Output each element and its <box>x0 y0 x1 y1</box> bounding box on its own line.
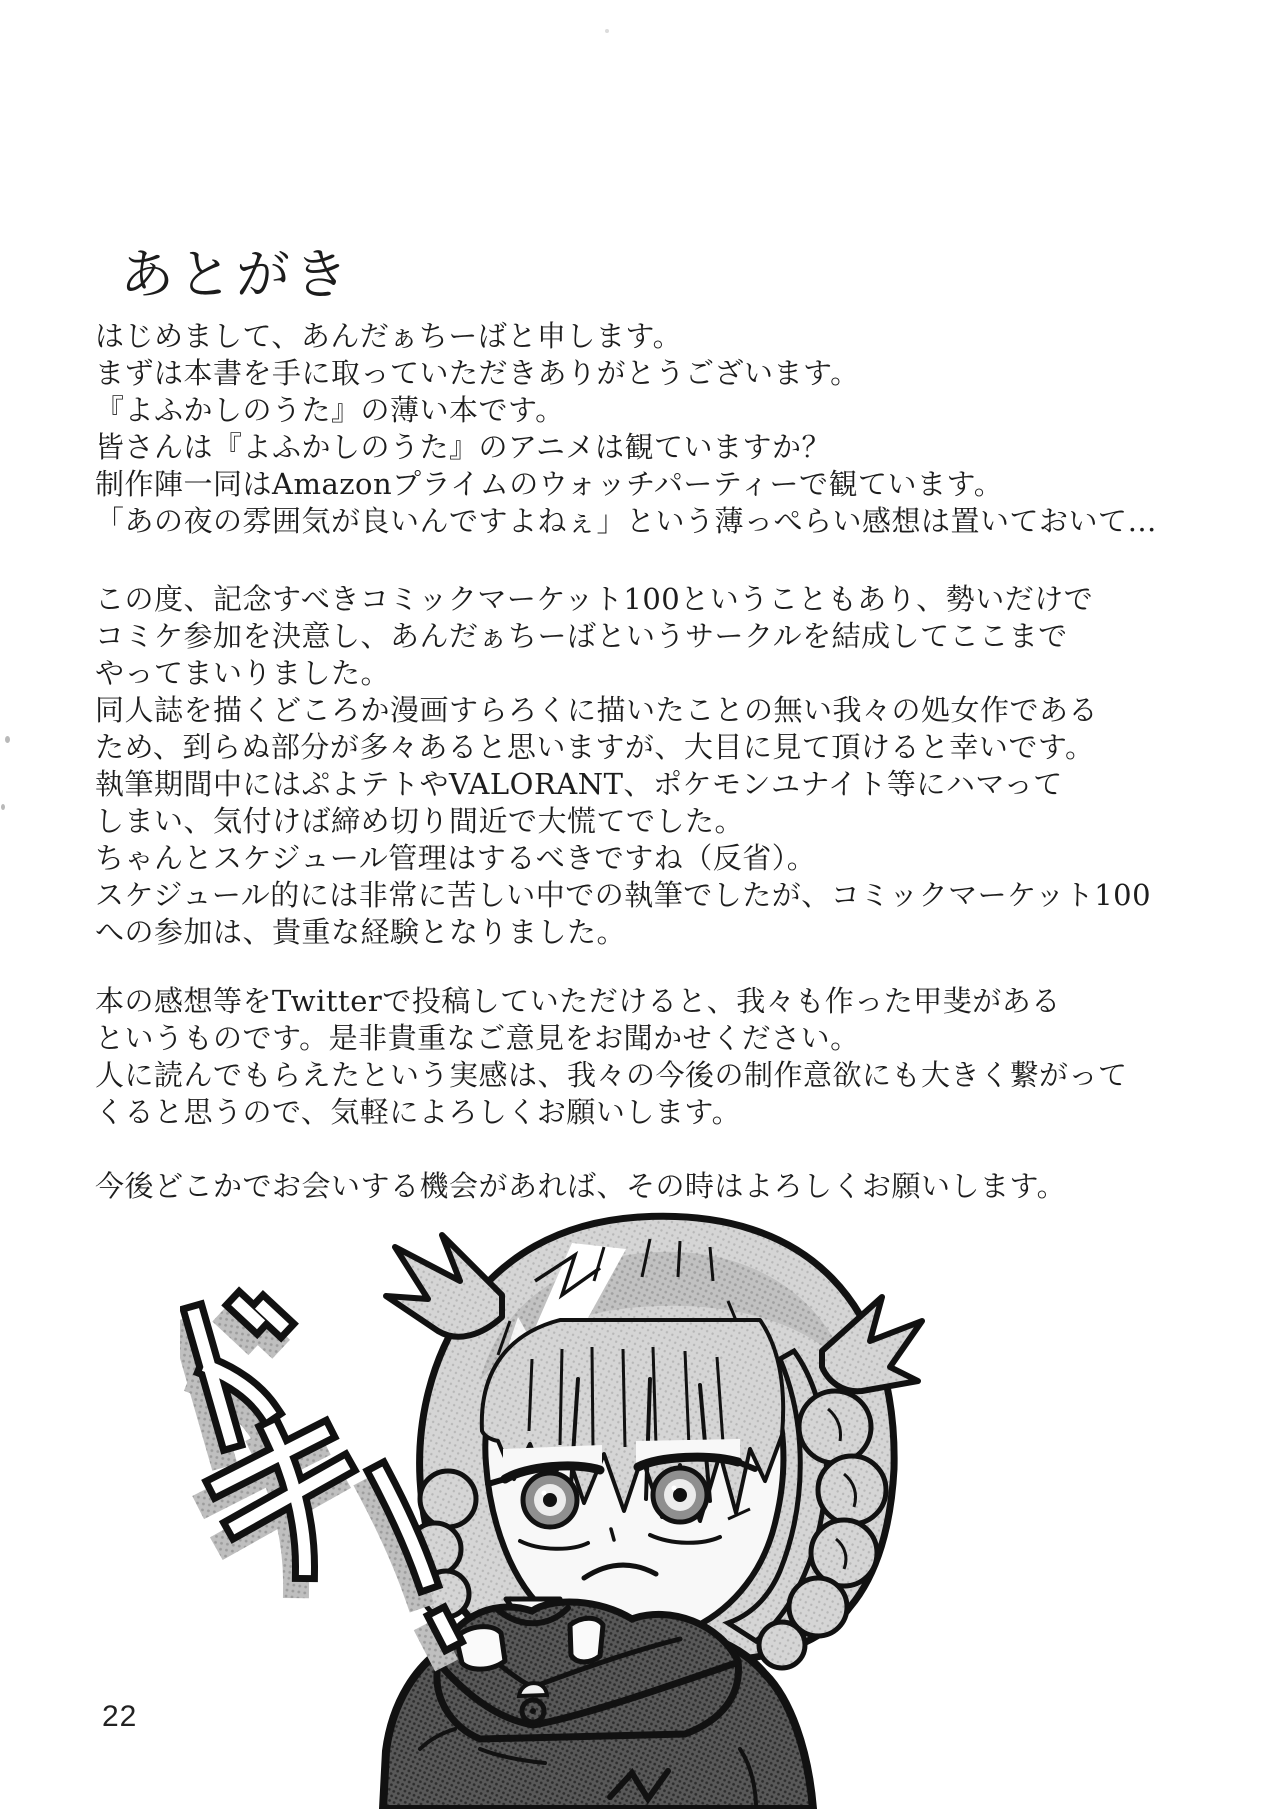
text-line: 本の感想等をTwitterで投稿していただけると、我々も作った甲斐がある <box>95 984 1061 1018</box>
text-line: 制作陣一同はAmazonプライムのウォッチパーティーで観ています。 <box>95 467 1004 501</box>
text-line: ちゃんとスケジュール管理はするべきですね（反省）。 <box>95 841 817 875</box>
text-line: まずは本書を手に取っていただきありがとうございます。 <box>95 356 860 390</box>
paragraph-intro <box>95 318 1157 540</box>
text-line: 皆さんは『よふかしのうた』のアニメは観ていますか？ <box>95 430 832 464</box>
text-line: コミケ参加を決意し、あんだぁちーばというサークルを結成してここまで <box>95 619 1068 653</box>
text-line: 『よふかしのうた』の薄い本です。 <box>95 393 565 427</box>
text-line: 人に読んでもらえたという実感は、我々の今後の制作意欲にも大きく繋がって <box>95 1058 1128 1092</box>
hair-tuft-left <box>386 1235 502 1337</box>
character-illustration <box>180 1049 1080 1809</box>
text-line: しまい、気付けば締め切り間近で大慌てでした。 <box>95 804 745 838</box>
jacket-collar <box>437 1599 739 1739</box>
page-number: 22 <box>102 1700 138 1733</box>
sfx-doki <box>180 1273 453 1704</box>
text-line: スケジュール的には非常に苦しい中での執筆でしたが、コミックマーケット100 <box>95 878 1152 912</box>
paragraph-comiket <box>95 581 1151 951</box>
text-line: への参加は、貴重な経験となりました。 <box>95 915 627 949</box>
text-line: 同人誌を描くどころか漫画すらろくに描いたことの無い我々の処女作である <box>95 693 1099 727</box>
text-line: はじめまして、あんだぁちーばと申します。 <box>95 319 683 353</box>
text-line: ため、到らぬ部分が多々あると思いますが、大目に見て頂けると幸いです。 <box>95 730 1095 764</box>
text-line: この度、記念すべきコミックマーケット100ということもあり、勢いだけで <box>95 582 1094 616</box>
scan-speck <box>605 29 609 33</box>
text-line: くると思うので、気軽によろしくお願いします。 <box>95 1095 742 1129</box>
text-line: やってまいりました。 <box>95 656 391 690</box>
page-title: あとがき <box>120 243 352 306</box>
text-line: というものです。是非貴重なご意見をお聞かせください。 <box>95 1021 860 1055</box>
text-line: 今後どこかでお会いする機会があれば、その時はよろしくお願いします。 <box>95 1169 1067 1203</box>
scan-speck <box>5 736 10 743</box>
text-line: 「あの夜の雰囲気が良いんですよねぇ」という薄っぺらい感想は置いておいて… <box>95 504 1158 538</box>
scan-speck <box>1 804 5 810</box>
text-line: 執筆期間中にはぷよテトやVALORANT、ポケモンユナイト等にハマって <box>95 767 1063 801</box>
